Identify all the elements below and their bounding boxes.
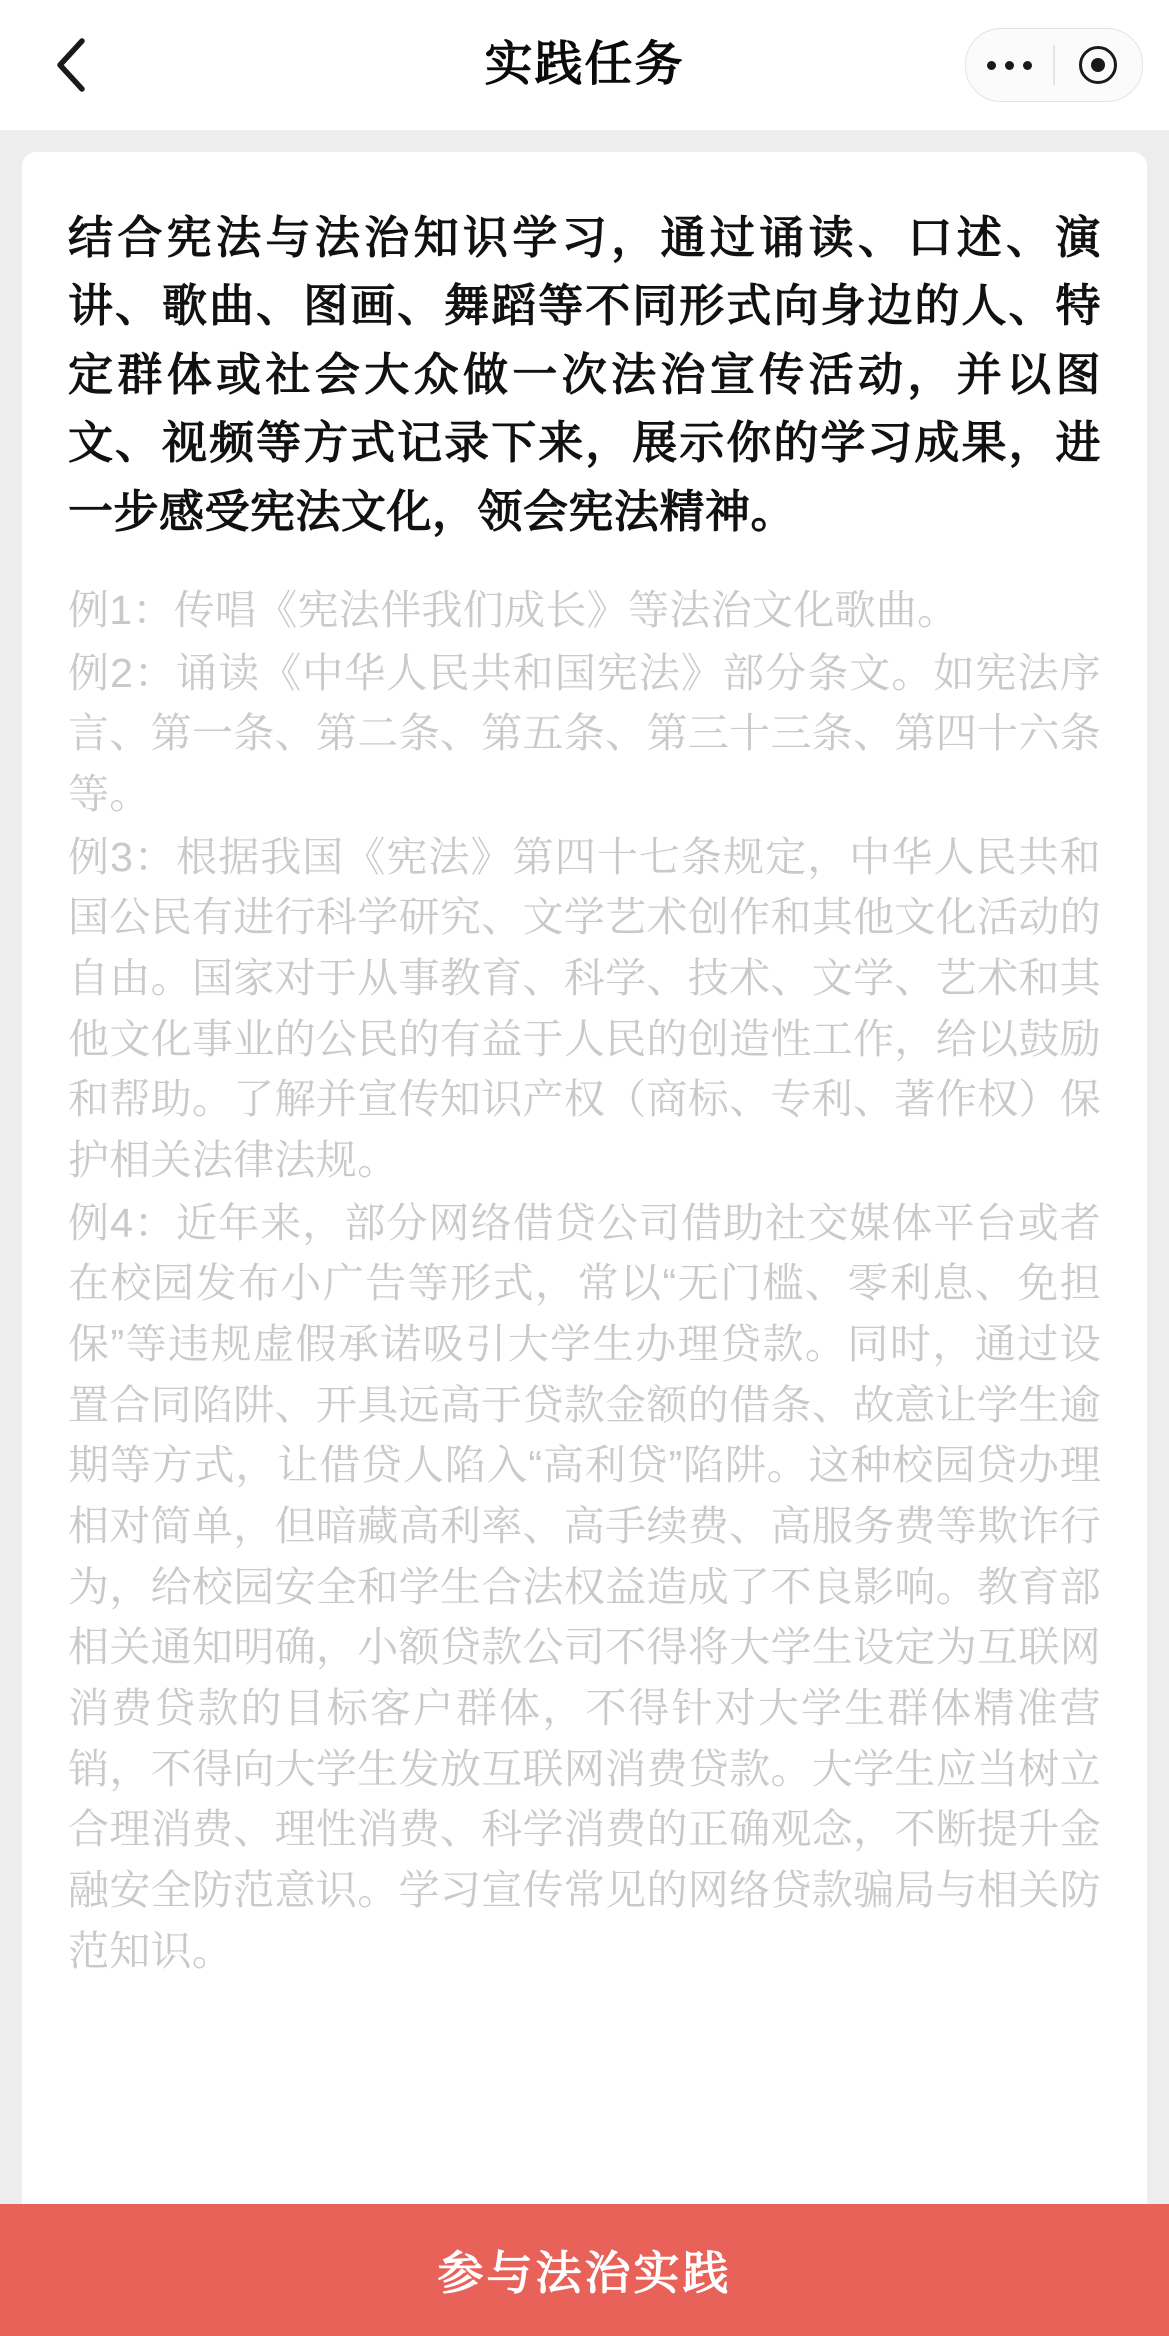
task-description: 结合宪法与法治知识学习，通过诵读、口述、演讲、歌曲、图画、舞蹈等不同形式向身边的人、特定群体或社会大众做一次法治宣传活动，并以图文、视频等方式记录下来，展示你的学习成果，进一步感受宪法文化，领会宪法精神。 <box>68 212 1101 537</box>
task-card <box>22 152 1147 2336</box>
more-menu-button[interactable] <box>966 29 1053 101</box>
navigation-bar <box>0 0 1169 130</box>
more-dots-icon <box>987 61 1032 70</box>
list-item: 例1：传唱《宪法伴我们成长》等法治文化歌曲。 <box>68 586 959 633</box>
join-practice-label: 参与法治实践 <box>437 2247 732 2299</box>
target-circle-icon <box>1079 46 1117 84</box>
chevron-left-icon <box>53 37 87 93</box>
list-item: 例4：近年来，部分网络借贷公司借助社交媒体平台或者在校园发布小广告等形式，常以“无门槛、零利息、免担保”等违规虚假承诺吸引大学生办理贷款。同时，通过设置合同陷阱、开具远高于贷款金额的借条、故意让学生逾期等方式，让借贷人陷入“高利贷”陷阱。这种校园贷办理相对简单，但暗藏高利率、高手续费、高服务费等欺诈行为，给校园安全和学生合法权益造成了不良影响。教育部相关通知明确，小额贷款公司不得将大学生设定为互联网消费贷款的目标客户群体，不得针对大学生群体精准营销，不得向大学生发放互联网消费贷款。大学生应当树立合理消费、理性消费、科学消费的正确观念，不断提升金融安全防范意识。学习宣传常见的网络贷款骗局与相关防范知识。 <box>68 1199 1101 1974</box>
list-item: 例2：诵读《中华人民共和国宪法》部分条文。如宪法序言、第一条、第二条、第五条、第三十三条、第四十六条等。 <box>68 649 1101 817</box>
page-body <box>0 130 1169 2336</box>
mini-program-capsule <box>965 28 1143 102</box>
list-item: 例3：根据我国《宪法》第四十七条规定，中华人民共和国公民有进行科学研究、文学艺术创作和其他文化活动的自由。国家对于从事教育、科学、技术、文学、艺术和其他文化事业的公民的有益于人民的创造性工作，给以鼓励和帮助。了解并宣传知识产权（商标、专利、著作权）保护相关法律法规。 <box>68 833 1101 1183</box>
example-list <box>68 580 1101 1981</box>
close-program-button[interactable] <box>1055 29 1142 101</box>
back-button[interactable] <box>40 35 100 95</box>
join-practice-button[interactable] <box>0 2204 1169 2336</box>
page-title: 实践任务 <box>484 38 685 91</box>
